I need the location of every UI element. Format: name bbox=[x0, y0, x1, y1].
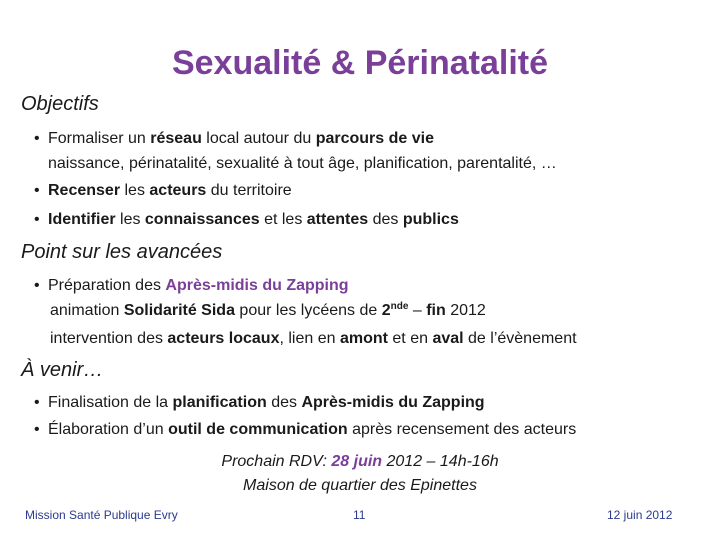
text: aval bbox=[432, 330, 464, 347]
section-heading-avenir: À venir… bbox=[21, 359, 104, 381]
text: – bbox=[408, 302, 427, 319]
objectif-1-detail: naissance, périnatalité, sexualité à tout âge, planification, parentalité, … bbox=[48, 155, 557, 172]
text: Identifier bbox=[48, 211, 116, 228]
text: publics bbox=[402, 211, 459, 228]
text: acteurs locaux bbox=[167, 330, 280, 347]
text: du territoire bbox=[206, 182, 292, 199]
text: nde bbox=[390, 301, 409, 312]
objectif-1 bbox=[48, 129, 434, 149]
text: de l’évènement bbox=[463, 330, 577, 347]
text: fin bbox=[426, 302, 446, 319]
text: outil de communication bbox=[168, 421, 348, 438]
slide-title: Sexualité & Périnatalité bbox=[171, 44, 549, 82]
footer-date: 12 juin 2012 bbox=[607, 508, 673, 522]
bullet-icon: • bbox=[34, 277, 40, 294]
text: les bbox=[115, 211, 145, 228]
text: Prochain RDV: bbox=[221, 453, 332, 470]
next-meeting bbox=[0, 452, 720, 472]
text: acteurs bbox=[149, 182, 207, 199]
meeting-location: Maison de quartier des Epinettes bbox=[243, 477, 477, 494]
text: Préparation des bbox=[48, 277, 166, 294]
objectif-3 bbox=[48, 210, 459, 230]
footer-organization: Mission Santé Publique Evry bbox=[25, 508, 178, 522]
text: réseau bbox=[150, 130, 202, 147]
bullet-icon: • bbox=[34, 211, 40, 228]
text: des bbox=[368, 211, 403, 228]
bullet-icon: • bbox=[34, 394, 40, 411]
text: 2012 bbox=[445, 302, 486, 319]
text: animation bbox=[50, 302, 124, 319]
avancee-1-animation bbox=[50, 301, 486, 321]
text: planification bbox=[172, 394, 267, 411]
text: Finalisation de la bbox=[48, 394, 173, 411]
bullet-icon: • bbox=[34, 182, 40, 199]
avenir-1 bbox=[48, 393, 485, 413]
bullet-icon: • bbox=[34, 421, 40, 438]
text: parcours de vie bbox=[315, 130, 434, 147]
text: Recenser bbox=[48, 182, 121, 199]
page-number: 11 bbox=[353, 508, 366, 522]
objectif-2 bbox=[48, 181, 292, 201]
text: local autour du bbox=[201, 130, 316, 147]
text: , lien en bbox=[279, 330, 340, 347]
text: 2012 – 14h-16h bbox=[382, 453, 499, 470]
avancee-1-intervention bbox=[50, 329, 577, 349]
bullet-icon: • bbox=[34, 130, 40, 147]
avancee-1 bbox=[48, 276, 349, 296]
text: 28 juin bbox=[331, 453, 383, 470]
text: amont bbox=[339, 330, 388, 347]
text: pour les lycéens de bbox=[234, 302, 382, 319]
section-heading-avancees: Point sur les avancées bbox=[21, 241, 223, 263]
section-heading-objectifs: Objectifs bbox=[21, 93, 99, 115]
text: attentes bbox=[306, 211, 369, 228]
text: les bbox=[120, 182, 150, 199]
text: Après-midis du Zapping bbox=[165, 277, 349, 294]
text: après recensement des acteurs bbox=[347, 421, 577, 438]
text: des bbox=[266, 394, 302, 411]
text: connaissances bbox=[144, 211, 260, 228]
text: Élaboration d’un bbox=[48, 421, 169, 438]
text: intervention des bbox=[50, 330, 168, 347]
text: Formaliser un bbox=[48, 130, 151, 147]
avenir-2 bbox=[48, 420, 576, 440]
text: 2 bbox=[381, 302, 391, 319]
text: Solidarité Sida bbox=[123, 302, 235, 319]
text: Après-midis du Zapping bbox=[301, 394, 485, 411]
text: et les bbox=[259, 211, 307, 228]
text: et en bbox=[387, 330, 433, 347]
